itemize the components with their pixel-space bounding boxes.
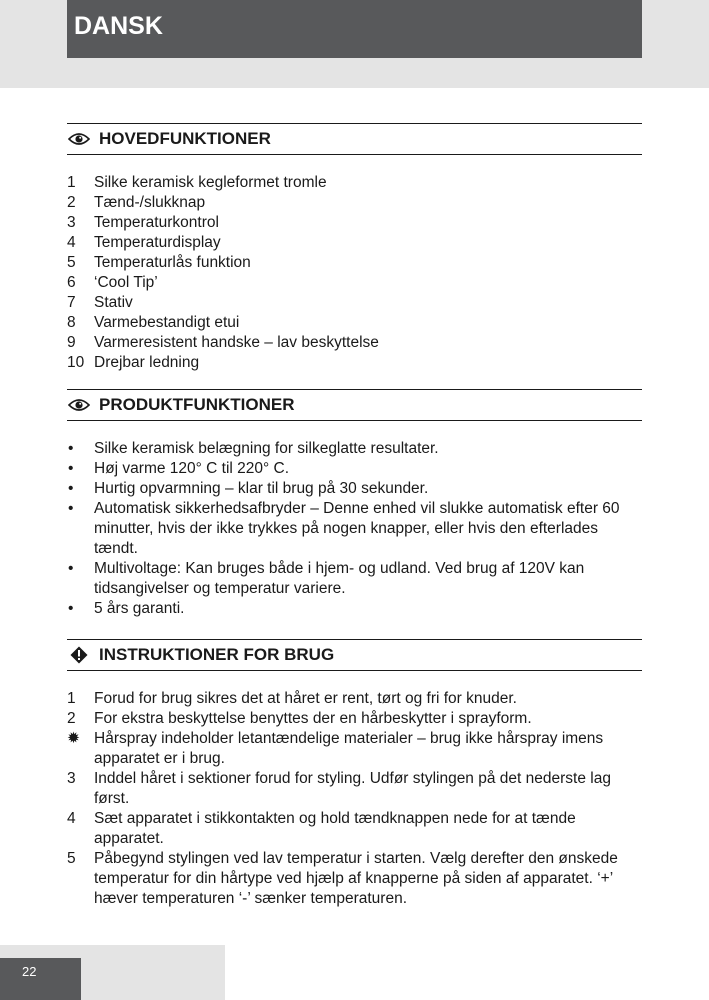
page-number: 22 [0, 958, 81, 1000]
list-item [67, 769, 642, 809]
item-marker: 5 [67, 254, 76, 271]
section-heading [67, 123, 642, 155]
list-item [67, 599, 642, 619]
item-marker: • [68, 560, 74, 577]
list-item [67, 439, 642, 459]
item-text: Varmeresistent handske – lav beskyttelse [94, 334, 379, 351]
item-text: Automatisk sikkerhedsafbryder – Denne enhed vil slukke automatisk efter 60 minutter, hvis der ikke trykkes på nogen knapper, eller hvis den efterlades tændt. [94, 500, 620, 557]
item-marker: • [68, 440, 74, 457]
language-label: DANSK [67, 0, 642, 58]
item-marker: • [68, 500, 74, 517]
list-item [67, 709, 642, 729]
list-item [67, 313, 642, 333]
item-marker: 6 [67, 274, 76, 291]
section-hovedfunktioner [67, 123, 642, 373]
item-text: Hurtig opvarmning – klar til brug på 30 sekunder. [94, 480, 429, 497]
item-marker: 1 [67, 174, 76, 191]
item-text: ‘Cool Tip’ [94, 274, 158, 291]
item-text: Påbegynd stylingen ved lav temperatur i starten. Vælg derefter den ønskede temperatur for din hårtype ved hjælp af knapperne på siden af apparatet. ‘+’ hæver temperaturen ‘-’ sænker temperaturen. [94, 850, 618, 907]
item-marker: • [68, 460, 74, 477]
item-marker: 2 [67, 194, 76, 211]
item-text: Multivoltage: Kan bruges både i hjem- og udland. Ved brug af 120V kan tidsangivelser og temperatur variere. [94, 560, 585, 597]
item-marker: 1 [67, 690, 76, 707]
list-item [67, 233, 642, 253]
section-heading [67, 389, 642, 421]
item-marker: 4 [67, 234, 76, 251]
item-text: 5 års garanti. [94, 600, 185, 617]
item-marker: ✹ [67, 730, 80, 747]
list-item [67, 273, 642, 293]
section-title: HOVEDFUNKTIONER [99, 129, 271, 148]
item-marker: 8 [67, 314, 76, 331]
item-marker: 5 [67, 850, 76, 867]
list-item [67, 729, 642, 769]
list-item [67, 213, 642, 233]
section-title: INSTRUKTIONER FOR BRUG [99, 645, 335, 664]
list-item [67, 193, 642, 213]
list-item [67, 459, 642, 479]
item-text: Temperaturdisplay [94, 234, 221, 251]
section-produktfunktioner [67, 389, 642, 619]
list-item [67, 689, 642, 709]
item-marker: 3 [67, 214, 76, 231]
item-text: Forud for brug sikres det at håret er rent, tørt og fri for knuder. [94, 690, 517, 707]
item-marker: 7 [67, 294, 76, 311]
item-marker: 9 [67, 334, 76, 351]
item-text: Hårspray indeholder letantændelige materialer – brug ikke hårspray imens apparatet er i brug. [94, 730, 604, 767]
list-item [67, 849, 642, 909]
item-text: Sæt apparatet i stikkontakten og hold tændknappen nede for at tænde apparatet. [94, 810, 576, 847]
list-item [67, 173, 642, 193]
item-text: Høj varme 120° C til 220° C. [94, 460, 290, 477]
item-text: Silke keramisk kegleformet tromle [94, 174, 327, 191]
list-item [67, 253, 642, 273]
item-text: Silke keramisk belægning for silkeglatte resultater. [94, 440, 439, 457]
list-item [67, 809, 642, 849]
item-marker: • [68, 600, 74, 617]
list-item [67, 479, 642, 499]
item-text: Tænd-/slukknap [94, 194, 206, 211]
section-title: PRODUKTFUNKTIONER [99, 395, 295, 414]
list-item [67, 293, 642, 313]
item-marker: • [68, 480, 74, 497]
item-text: Stativ [94, 294, 133, 311]
feature-list [67, 173, 642, 373]
list-item [67, 559, 642, 599]
item-text: Temperaturkontrol [94, 214, 219, 231]
item-text: Varmebestandigt etui [94, 314, 240, 331]
eye-icon [68, 396, 90, 414]
item-marker: 2 [67, 710, 76, 727]
item-text: Temperaturlås funktion [94, 254, 251, 271]
item-text: Inddel håret i sektioner forud for styling. Udfør stylingen på det nederste lag først. [94, 770, 611, 807]
list-item [67, 499, 642, 559]
item-marker: 4 [67, 810, 76, 827]
eye-icon [68, 130, 90, 148]
item-text: For ekstra beskyttelse benyttes der en hårbeskytter i sprayform. [94, 710, 532, 727]
section-heading [67, 639, 642, 671]
list-item [67, 333, 642, 353]
item-marker: 3 [67, 770, 76, 787]
section-instruktioner [67, 639, 642, 909]
instruction-list [67, 689, 642, 909]
item-marker: 10 [67, 354, 85, 371]
warning-icon [68, 646, 90, 664]
list-item [67, 353, 642, 373]
item-text: Drejbar ledning [94, 354, 200, 371]
bullet-list [67, 439, 642, 619]
